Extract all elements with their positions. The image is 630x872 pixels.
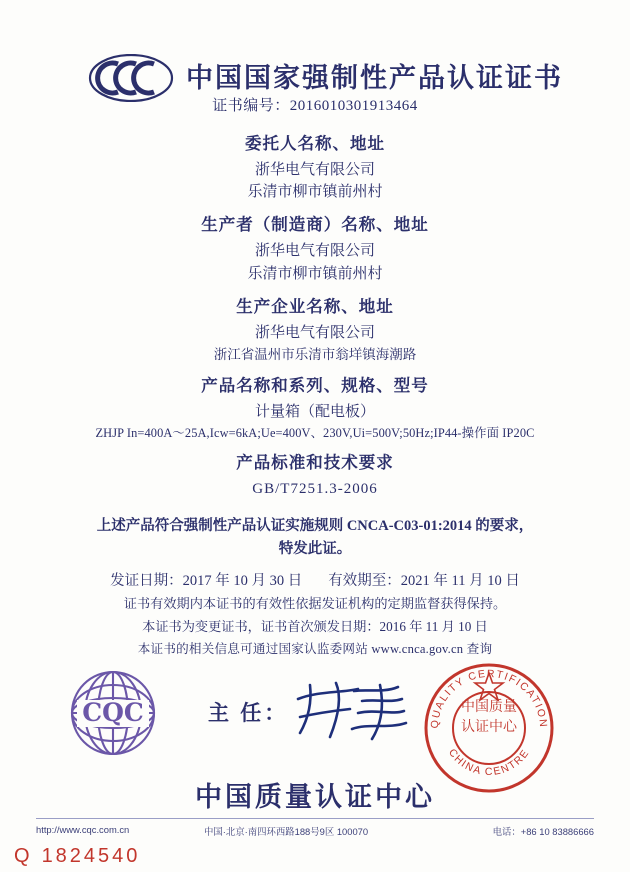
product-standard: GB/T7251.3-2006	[252, 481, 378, 498]
signature-zone	[0, 655, 630, 779]
expiry-date-value: 2021 年 11 月 10 日	[400, 572, 520, 589]
website-note: 本证书的相关信息可通过国家认监委网站 www.cnca.gov.cn 查询	[137, 641, 493, 656]
change-note	[0, 615, 630, 638]
factory-address: 浙江省温州市乐清市翁垟镇海潮路	[213, 347, 417, 363]
first-issue-date: 2016 年 11 月 10 日	[379, 618, 488, 634]
serial-prefix: Q	[14, 845, 33, 867]
footer-phone: 电话：+86 10 83886666	[492, 826, 594, 837]
director-label: 主 任：	[208, 701, 289, 725]
ccc-logo-icon	[88, 54, 174, 102]
product-name: 计量箱（配电板）	[254, 403, 375, 420]
dates-block	[0, 571, 630, 660]
svg-text:认证中心: 认证中心	[461, 719, 517, 735]
compliance-statement-line2: 特发此证。	[278, 541, 352, 558]
validity-note: 证书有效期内本证书的有效性依据发证机构的定期监督获得保持。	[123, 595, 507, 611]
certificate-number: 证书编号：2016010301913464	[212, 98, 418, 114]
issue-expiry-row	[0, 571, 630, 592]
footer-address: 中国·北京·南四环西路188号9区 100070	[204, 826, 369, 837]
section-heading-applicant: 委托人名称、地址	[245, 133, 385, 153]
section-heading-standard: 产品标准和技术要求	[236, 453, 394, 473]
page-title: 中国国家强制性产品认证证书	[186, 63, 563, 94]
applicant-company: 浙华电气有限公司	[254, 161, 375, 178]
expiry-label: 有效期至：	[328, 572, 401, 589]
certificate-body	[0, 96, 630, 660]
certificate-header	[0, 28, 630, 92]
svg-text:QUALITY CERTIFICATION: QUALITY CERTIFICATION	[428, 667, 550, 729]
compliance-statement-line1: 上述产品符合强制性产品认证实施规则 CNCA-C03-01:2014 的要求，	[96, 518, 534, 535]
manufacturer-address: 乐清市柳市镇前州村	[247, 265, 383, 282]
applicant-address: 乐清市柳市镇前州村	[247, 184, 383, 201]
issue-date-label: 发证日期：	[110, 572, 183, 589]
cqc-mark-text: CQC	[82, 698, 144, 727]
footer	[36, 824, 594, 840]
serial-digits: 1824540	[41, 845, 141, 867]
section-heading-factory: 生产企业名称、地址	[236, 296, 394, 316]
issue-date-value: 2017 年 10 月 30 日	[182, 572, 303, 589]
product-specification: ZHJP In=400A～25A,Icw=6kA;Ue=400V、230V,Ui=500V;50Hz;IP44-操作面 IP20C	[95, 425, 535, 440]
section-heading-manufacturer: 生产者（制造商）名称、地址	[201, 215, 429, 235]
factory-company: 浙华电气有限公司	[254, 324, 375, 341]
director-signature	[292, 677, 412, 747]
serial-number	[14, 845, 140, 868]
compliance-statement	[0, 515, 630, 561]
svg-text:中国质量: 中国质量	[461, 699, 517, 715]
cqc-globe-logo-icon	[63, 667, 163, 759]
manufacturer-company: 浙华电气有限公司	[254, 243, 375, 260]
section-heading-product: 产品名称和系列、规格、型号	[201, 375, 429, 395]
change-note-label: 本证书为变更证书，证书首次颁发日期：	[142, 618, 380, 634]
footer-url[interactable]: http://www.cqc.com.cn	[36, 824, 130, 835]
svg-text:CHINA CENTRE: CHINA CENTRE	[445, 746, 533, 779]
footer-divider	[36, 818, 594, 819]
organization-name: 中国质量认证中心	[195, 782, 435, 813]
